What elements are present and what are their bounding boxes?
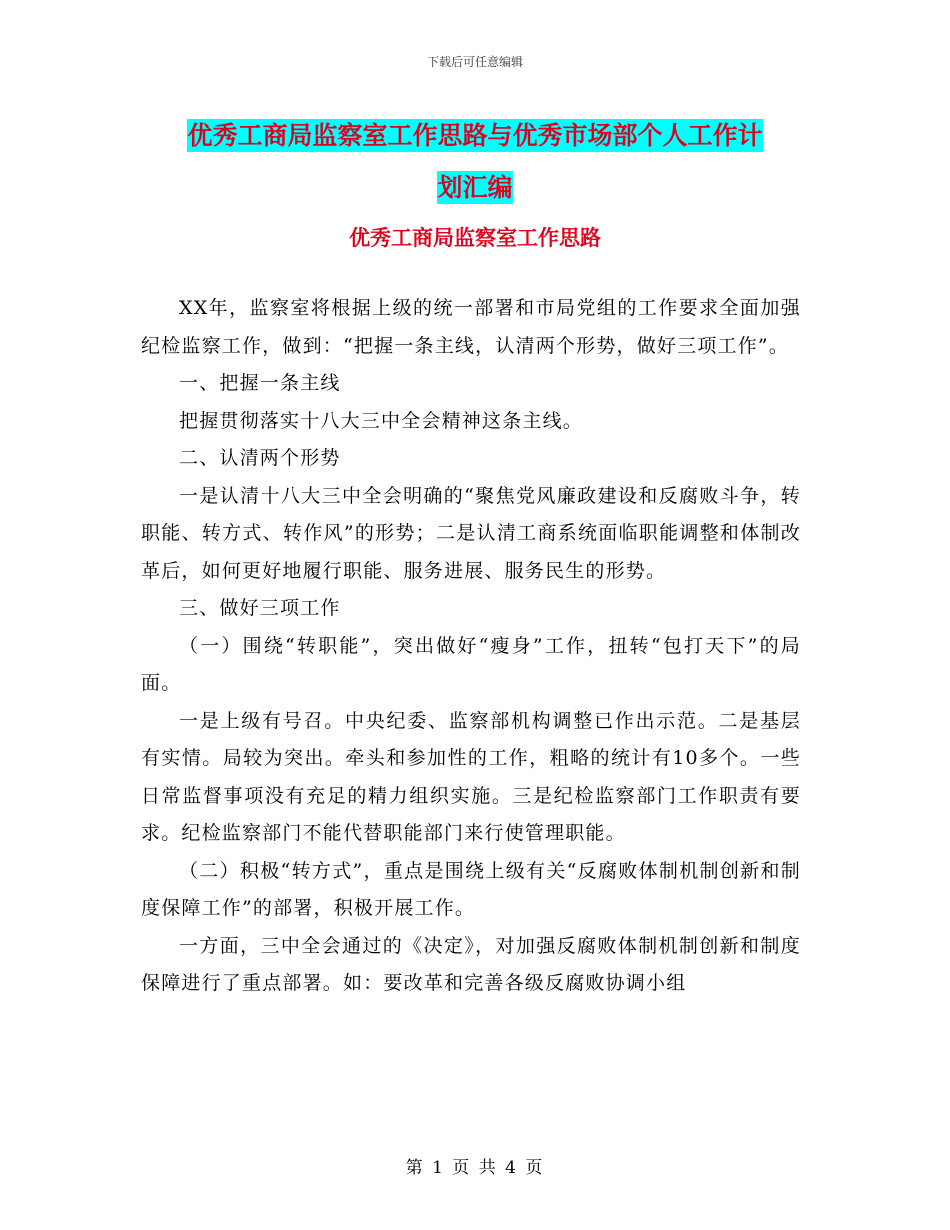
section-title: 优秀工商局监察室工作思路	[349, 226, 601, 250]
paragraph: 把握贯彻落实十八大三中全会精神这条主线。	[179, 409, 584, 432]
heading-2: 二、认清两个形势	[179, 447, 341, 469]
subheading-1: （一）围绕“转职能”，突出做好“瘦身”工作，扭转“包打天下”的局面。	[141, 634, 801, 694]
body-text	[141, 290, 801, 1003]
document-title	[140, 110, 810, 214]
subheading-2: （二）积极“转方式”，重点是围绕上级有关“反腐败体制机制创新和制度保障工作”的部署，积极开展工作。	[141, 859, 801, 919]
paragraph: 一是认清十八大三中全会明确的“聚焦党风廉政建设和反腐败斗争，转职能、转方式、转作风”的形势；二是认清工商系统面临职能调整和体制改革后，如何更好地履行职能、服务进展、服务民生的形势。	[141, 484, 801, 582]
document-title-line-2: 划汇编	[437, 173, 513, 202]
paragraph: 一方面，三中全会通过的《决定》，对加强反腐败体制机制创新和制度保障进行了重点部署。如：要改革和完善各级反腐败协调小组	[141, 934, 801, 994]
page-number: 第 1 页 共 4 页	[405, 1158, 545, 1178]
heading-3: 三、做好三项工作	[179, 597, 341, 619]
document-title-line-1: 优秀工商局监察室工作思路与优秀市场部个人工作计	[187, 121, 763, 150]
header-note: 下载后可任意编辑	[426, 55, 523, 69]
paragraph: XX年，监察室将根据上级的统一部署和市局党组的工作要求全面加强纪检监察工作，做到：“把握一条主线，认清两个形势，做好三项工作”。	[141, 297, 801, 357]
heading-1: 一、把握一条主线	[179, 372, 341, 394]
paragraph: 一是上级有号召。中央纪委、监察部机构调整已作出示范。二是基层有实情。局较为突出。牵头和参加性的工作，粗略的统计有10多个。一些日常监督事项没有充足的精力组织实施。三是纪检监察部门工作职责有要求。纪检监察部门不能代替职能部门来行使管理职能。	[141, 709, 801, 844]
